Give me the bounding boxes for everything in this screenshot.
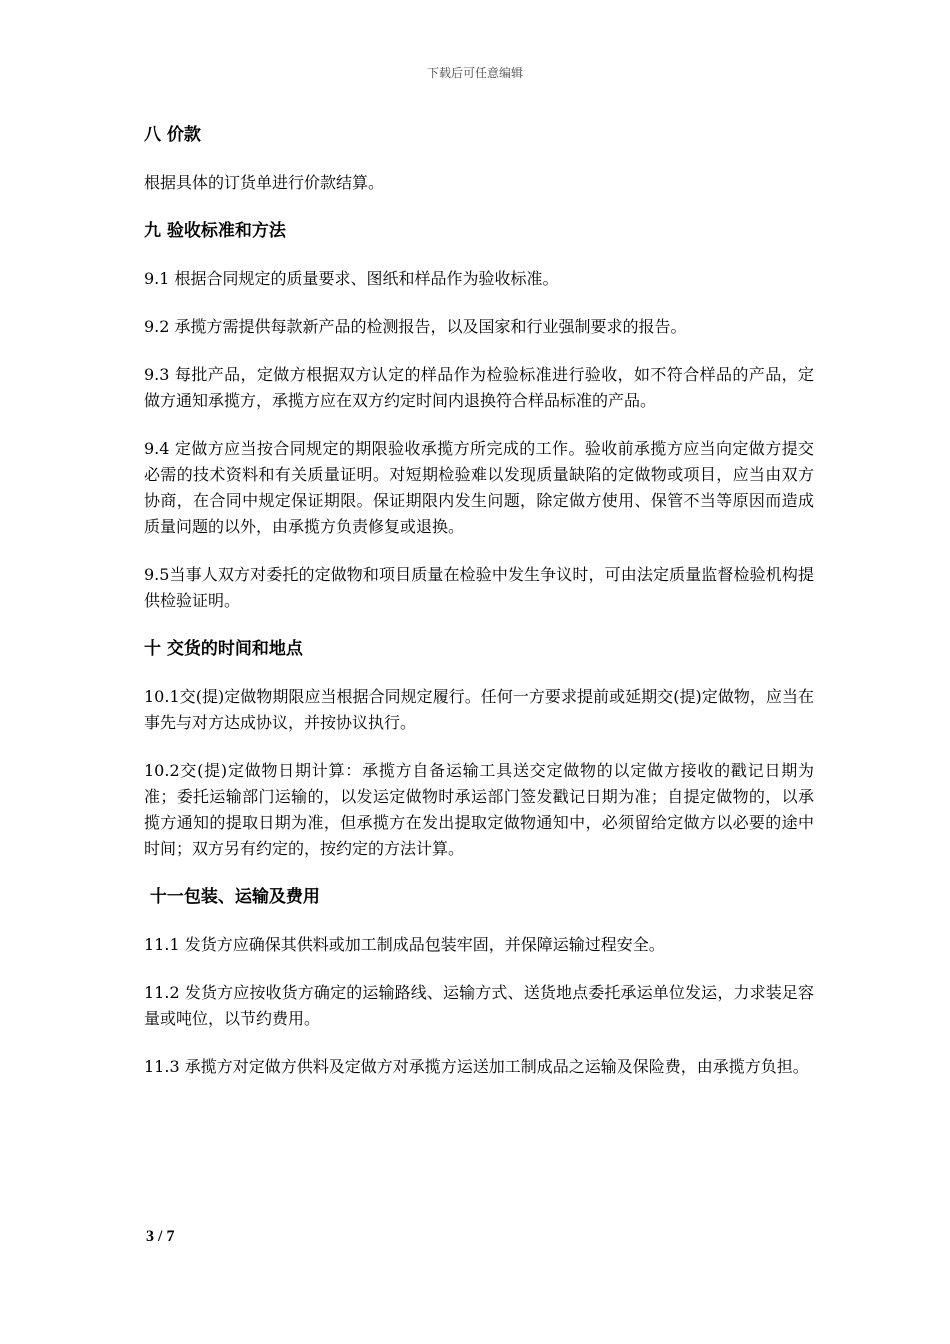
section-11-para-2: 11.2 发货方应按收货方确定的运输路线、运输方式、送货地点委托承运单位发运，力求装足容量或吨位，以节约费用。 xyxy=(144,983,814,1028)
section-10-para-2: 10.2交(提)定做物日期计算：承揽方自备运输工具送交定做物的以定做方接收的戳记日期为准；委托运输部门运输的，以发运定做物时承运部门签发戳记日期为准；自提定做物的，以承揽方通知的提取日期为准，但承揽方在发出提取定做物通知中，必须留给定做方以必要的途中时间；双方另有约定的，按约定的方法计算。 xyxy=(144,761,814,858)
section-11-para-1: 11.1 发货方应确保其供料或加工制成品包装牢固，并保障运输过程安全。 xyxy=(144,935,665,954)
section-9-para-2: 9.2 承揽方需提供每款新产品的检测报告，以及国家和行业强制要求的报告。 xyxy=(144,317,687,336)
document-body xyxy=(144,122,814,1102)
section-10-title: 十 交货的时间和地点 xyxy=(144,639,303,659)
section-9-para-4: 9.4 定做方应当按合同规定的期限验收承揽方所完成的工作。验收前承揽方应当向定做方提交必需的技术资料和有关质量证明。对短期检验难以发现质量缺陷的定做物或项目，应当由双方协商，在合同中规定保证期限。保证期限内发生问题，除定做方使用、保管不当等原因而造成质量问题的以外，由承揽方负责修复或退换。 xyxy=(144,439,814,536)
section-8-title: 八 价款 xyxy=(144,125,201,145)
section-11-title: 十一包装、运输及费用 xyxy=(144,887,320,907)
section-11-para-3: 11.3 承揽方对定做方供料及定做方对承揽方运送加工制成品之运输及保险费，由承揽方负担。 xyxy=(144,1057,809,1076)
section-9-para-3: 9.3 每批产品，定做方根据双方认定的样品作为检验标准进行验收，如不符合样品的产品，定做方通知承揽方，承揽方应在双方约定时间内退换符合样品标准的产品。 xyxy=(144,365,814,410)
section-8-para-1: 根据具体的订货单进行价款结算。 xyxy=(144,173,385,192)
page-number: 3 / 7 xyxy=(146,1228,175,1245)
page-header-note: 下载后可任意编辑 xyxy=(426,66,523,80)
section-10-para-1: 10.1交(提)定做物期限应当根据合同规定履行。任何一方要求提前或延期交(提)定做物，应当在事先与对方达成协议，并按协议执行。 xyxy=(144,687,814,732)
section-9-para-5: 9.5当事人双方对委托的定做物和项目质量在检验中发生争议时，可由法定质量监督检验机构提供检验证明。 xyxy=(144,565,814,610)
section-9-para-1: 9.1 根据合同规定的质量要求、图纸和样品作为验收标准。 xyxy=(144,269,559,288)
section-9-title: 九 验收标准和方法 xyxy=(144,221,286,241)
